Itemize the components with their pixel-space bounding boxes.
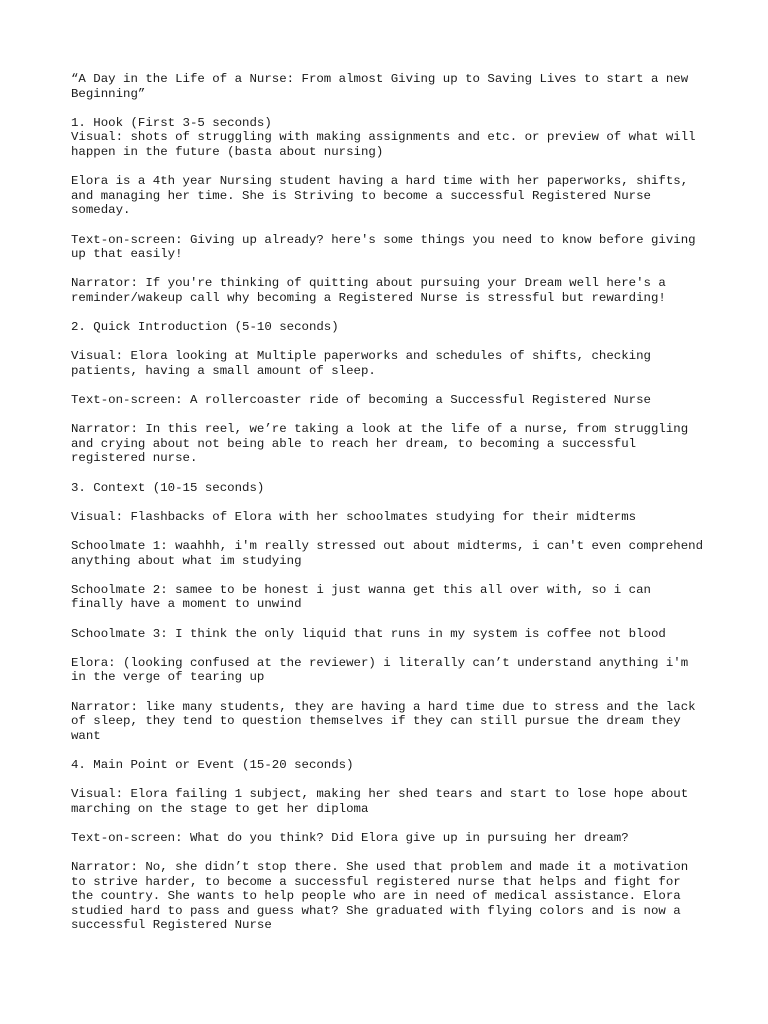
section-heading: 4. Main Point or Event (15-20 seconds)	[71, 757, 354, 772]
paragraph: Text-on-screen: Giving up already? here's some things you need to know before giving up that easily!	[71, 232, 704, 262]
paragraph: Visual: Elora failing 1 subject, making her shed tears and start to lose hope about marching on the stage to get her diploma	[71, 787, 696, 816]
paragraph: Text-on-screen: What do you think? Did Elora give up in pursuing her dream?	[71, 830, 629, 845]
paragraph: Visual: Elora looking at Multiple paperworks and schedules of shifts, checking patients, having a small amount of sleep.	[71, 349, 659, 378]
paragraph: Visual: Flashbacks of Elora with her schoolmates studying for their midterms	[71, 509, 637, 524]
document-title: “A Day in the Life of a Nurse: From almost Giving up to Saving Lives to start a new Beginning”	[71, 72, 696, 101]
paragraph: Narrator: No, she didn’t stop there. She used that problem and made it a motivation to strive harder, to become a successful registered nurse that helps and fight for the country. She wants to help people who are in need of medical assistance. Elora studied hard to pass and guess what? She graduated with flying colors and is now a successful Registered Nurse	[71, 860, 696, 933]
paragraph: Schoolmate 1: waahhh, i'm really stressed out about midterms, i can't even comprehend anything about what im studying	[71, 539, 711, 568]
paragraph: Narrator: If you're thinking of quitting about pursuing your Dream well here's a reminder/wakeup call why becoming a Registered Nurse is stressful but rewarding!	[71, 276, 674, 305]
paragraph: Schoolmate 3: I think the only liquid that runs in my system is coffee not blood	[71, 626, 666, 641]
paragraph: Elora is a 4th year Nursing student having a hard time with her paperworks, shifts, and managing her time. She is Striving to become a successful Registered Nurse someday.	[71, 174, 696, 218]
paragraph: Schoolmate 2: samee to be honest i just wanna get this all over with, so i can finally have a moment to unwind	[71, 582, 659, 612]
paragraph: Narrator: like many students, they are having a hard time due to stress and the lack of sleep, they tend to question themselves if they can still pursue the dream they want	[71, 699, 704, 743]
paragraph: Text-on-screen: A rollercoaster ride of becoming a Successful Registered Nurse	[71, 393, 651, 408]
paragraph: Elora: (looking confused at the reviewer) i literally can’t understand anything i'm in the verge of tearing up	[71, 655, 696, 685]
hook-section: 1. Hook (First 3-5 seconds) Visual: shots of struggling with making assignments and etc. or preview of what will happen in the future (basta about nursing)	[71, 115, 696, 159]
section-heading: 3. Context (10-15 seconds)	[71, 480, 265, 495]
section-heading: 2. Quick Introduction (5-10 seconds)	[71, 320, 339, 335]
paragraph: Narrator: In this reel, we’re taking a look at the life of a nurse, from struggling and crying about not being able to reach her dream, to becoming a successful registered nurse.	[71, 422, 696, 466]
